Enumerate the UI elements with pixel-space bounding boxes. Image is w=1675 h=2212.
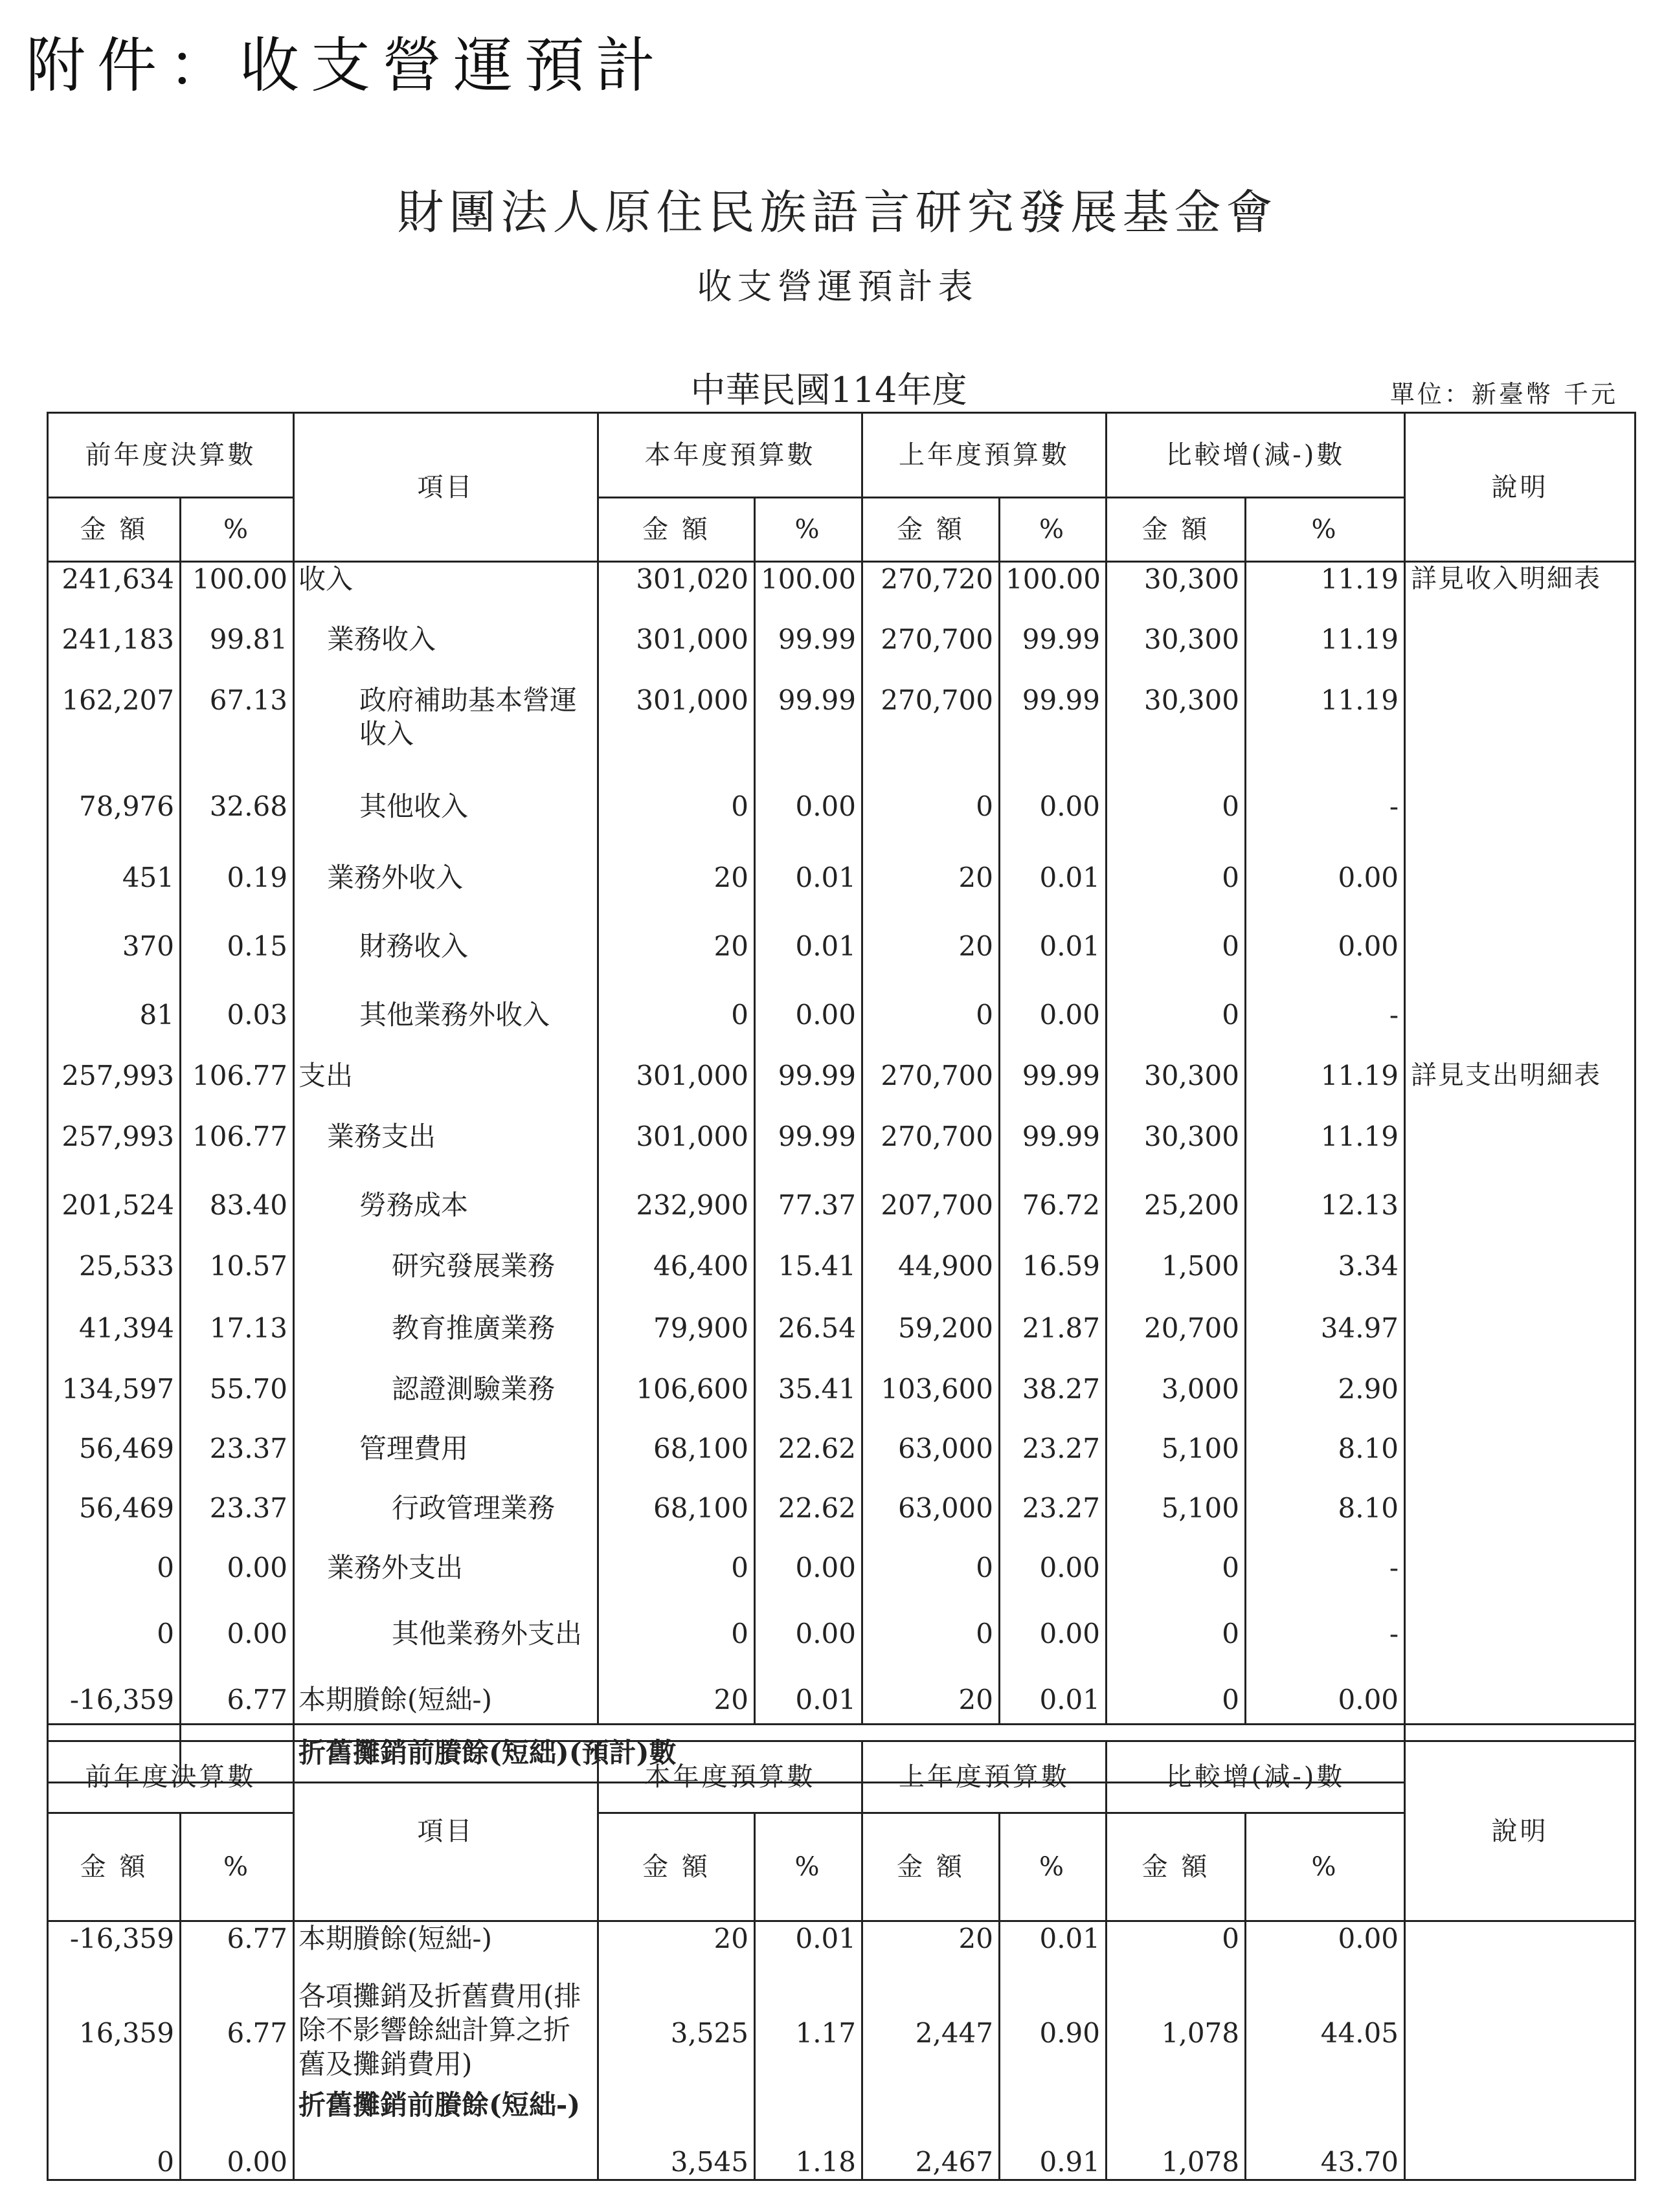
last-pct-cell: 0.00: [1000, 998, 1107, 1059]
prev-pct-cell: 0.00: [181, 2088, 294, 2180]
last-amt-cell: 20: [862, 1921, 1000, 1980]
header-last-budget: 上年度預算數: [862, 413, 1107, 498]
last-amt-cell: 270,720: [862, 562, 1000, 623]
prev-amt-cell: 78,976: [48, 790, 181, 861]
table-row: [48, 1059, 1636, 1120]
item-label: 管理費用: [294, 1432, 598, 1491]
table-row: [48, 930, 1636, 998]
note-cell: [1405, 1980, 1636, 2088]
currency-unit: 單位：新臺幣 千元: [1389, 380, 1618, 408]
prev-pct-cell: 32.68: [181, 790, 294, 861]
last-pct-cell: 100.00: [1000, 562, 1107, 623]
last-pct-cell: 99.99: [1000, 623, 1107, 684]
cur-amt-cell: 46,400: [598, 1249, 755, 1312]
item-label: 業務外收入: [294, 861, 598, 930]
cur-pct-cell: 0.00: [755, 1617, 862, 1683]
section-title: 折舊攤銷前賸餘(短絀)(預計)數: [294, 1725, 1405, 1783]
diff-pct-cell: 44.05: [1246, 1980, 1405, 2088]
note-cell: [1405, 930, 1636, 998]
header-amount: 金 額: [1107, 498, 1246, 562]
header-item: 項目: [294, 413, 598, 562]
last-amt-cell: 20: [862, 861, 1000, 930]
cur-amt-cell: 0: [598, 1617, 755, 1683]
prev-amt-cell: 56,469: [48, 1491, 181, 1551]
table-row: [48, 1120, 1636, 1189]
note-cell: [1405, 1921, 1636, 1980]
prev-amt-cell: -16,359: [48, 1921, 181, 1980]
cur-pct-cell: 0.00: [755, 790, 862, 861]
table-row: [48, 1189, 1636, 1249]
header-compare: 比較增(減-)數: [1107, 413, 1405, 498]
table-row: [48, 1683, 1636, 1725]
prev-pct-cell: 6.77: [181, 1921, 294, 1980]
last-amt-cell: 270,700: [862, 1120, 1000, 1189]
cur-pct-cell: 22.62: [755, 1432, 862, 1491]
diff-pct-cell: 0.00: [1246, 1683, 1405, 1725]
diff-amt-cell: 0: [1107, 1683, 1246, 1725]
last-pct-cell: 0.01: [1000, 1683, 1107, 1725]
last-amt-cell: 20: [862, 1683, 1000, 1725]
diff-amt-cell: 0: [1107, 1617, 1246, 1683]
last-pct-cell: 99.99: [1000, 684, 1107, 790]
prev-amt-cell: 41,394: [48, 1312, 181, 1372]
last-amt-cell: 44,900: [862, 1249, 1000, 1312]
last-amt-cell: 59,200: [862, 1312, 1000, 1372]
header-this-budget: 本年度預算數: [598, 413, 862, 498]
diff-pct-cell: 8.10: [1246, 1491, 1405, 1551]
diff-pct-cell: 11.19: [1246, 562, 1405, 623]
prev-pct-cell: 0.15: [181, 930, 294, 998]
table-row: [48, 1432, 1636, 1491]
item-label: 本期賸餘(短絀-): [294, 1921, 598, 1980]
cur-pct-cell: 99.99: [755, 623, 862, 684]
prev-pct-cell: 6.77: [181, 1980, 294, 2088]
item-label: 財務收入: [294, 930, 598, 998]
last-amt-cell: 270,700: [862, 1059, 1000, 1120]
note-cell: [1405, 1491, 1636, 1551]
header-note: 說明: [1405, 413, 1636, 562]
header-amount: 金 額: [48, 1813, 181, 1921]
last-pct-cell: 0.00: [1000, 1617, 1107, 1683]
prev-amt-cell: 451: [48, 861, 181, 930]
diff-pct-cell: 11.19: [1246, 623, 1405, 684]
diff-pct-cell: 11.19: [1246, 1120, 1405, 1189]
last-pct-cell: 16.59: [1000, 1249, 1107, 1312]
header-percent: %: [755, 1813, 862, 1921]
last-pct-cell: 99.99: [1000, 1120, 1107, 1189]
cur-amt-cell: 79,900: [598, 1312, 755, 1372]
item-label: 業務收入: [294, 623, 598, 684]
header-prev-actual: 前年度決算數: [48, 413, 294, 498]
header-percent: %: [1000, 1813, 1107, 1921]
diff-pct-cell: -: [1246, 998, 1405, 1059]
prev-pct-cell: 0.03: [181, 998, 294, 1059]
budget-table: [47, 412, 1636, 1783]
sheet-title: 收支營運預計表: [697, 266, 978, 307]
item-label: 業務外支出: [294, 1551, 598, 1617]
diff-pct-cell: 0.00: [1246, 1921, 1405, 1980]
cur-pct-cell: 99.99: [755, 1059, 862, 1120]
diff-amt-cell: 30,300: [1107, 1120, 1246, 1189]
cur-amt-cell: 106,600: [598, 1372, 755, 1432]
diff-amt-cell: 0: [1107, 930, 1246, 998]
diff-amt-cell: 1,078: [1107, 2088, 1246, 2180]
depreciation-table: [47, 1740, 1636, 2181]
cur-amt-cell: 3,525: [598, 1980, 755, 2088]
header-percent: %: [1000, 498, 1107, 562]
note-cell: [1405, 684, 1636, 790]
header-last-budget: 上年度預算數: [862, 1741, 1107, 1813]
header-percent: %: [755, 498, 862, 562]
fiscal-year: 中華民國114年度: [690, 370, 967, 410]
item-label: 教育推廣業務: [294, 1312, 598, 1372]
cur-amt-cell: 301,000: [598, 623, 755, 684]
item-label: 各項攤銷及折舊費用(排除不影響餘絀計算之折舊及攤銷費用): [294, 1980, 598, 2088]
prev-pct-cell: 106.77: [181, 1059, 294, 1120]
prev-pct-cell: 99.81: [181, 623, 294, 684]
prev-amt-cell: 201,524: [48, 1189, 181, 1249]
note-cell: [1405, 1551, 1636, 1617]
prev-amt-cell: 16,359: [48, 1980, 181, 2088]
cur-pct-cell: 0.01: [755, 861, 862, 930]
cur-amt-cell: 0: [598, 998, 755, 1059]
table-row: [48, 684, 1636, 790]
last-pct-cell: 0.01: [1000, 930, 1107, 998]
prev-amt-cell: 0: [48, 2088, 181, 2180]
note-cell: [1405, 790, 1636, 861]
last-pct-cell: 38.27: [1000, 1372, 1107, 1432]
prev-amt-cell: 81: [48, 998, 181, 1059]
last-pct-cell: 99.99: [1000, 1059, 1107, 1120]
prev-amt-cell: 241,634: [48, 562, 181, 623]
diff-amt-cell: 30,300: [1107, 684, 1246, 790]
header-amount: 金 額: [862, 498, 1000, 562]
prev-amt-cell: 0: [48, 1551, 181, 1617]
diff-amt-cell: 5,100: [1107, 1432, 1246, 1491]
note-cell: 詳見支出明細表: [1405, 1059, 1636, 1120]
table-row: [48, 2088, 1636, 2180]
diff-pct-cell: 11.19: [1246, 684, 1405, 790]
table-row: [48, 998, 1636, 1059]
header-prev-actual: 前年度決算數: [48, 1741, 294, 1813]
diff-pct-cell: 12.13: [1246, 1189, 1405, 1249]
diff-amt-cell: 0: [1107, 998, 1246, 1059]
header-percent: %: [1246, 498, 1405, 562]
note-cell: [1405, 623, 1636, 684]
prev-pct-cell: 106.77: [181, 1120, 294, 1189]
last-pct-cell: 23.27: [1000, 1432, 1107, 1491]
cur-pct-cell: 1.18: [755, 2088, 862, 2180]
cur-pct-cell: 99.99: [755, 1120, 862, 1189]
last-pct-cell: 0.91: [1000, 2088, 1107, 2180]
note-cell: [1405, 1120, 1636, 1189]
item-label: 本期賸餘(短絀-): [294, 1683, 598, 1725]
prev-pct-cell: 23.37: [181, 1491, 294, 1551]
diff-amt-cell: 1,500: [1107, 1249, 1246, 1312]
item-label: 勞務成本: [294, 1189, 598, 1249]
last-pct-cell: 0.90: [1000, 1980, 1107, 2088]
note-cell: [1405, 1312, 1636, 1372]
diff-amt-cell: 0: [1107, 790, 1246, 861]
item-label: 收入: [294, 562, 598, 623]
item-label: 其他收入: [294, 790, 598, 861]
diff-amt-cell: 25,200: [1107, 1189, 1246, 1249]
last-amt-cell: 63,000: [862, 1432, 1000, 1491]
table-row: [48, 1372, 1636, 1432]
table-row: [48, 1491, 1636, 1551]
diff-amt-cell: 30,300: [1107, 562, 1246, 623]
last-pct-cell: 23.27: [1000, 1491, 1107, 1551]
note-cell: [1405, 861, 1636, 930]
table-row: [48, 1312, 1636, 1372]
item-label: 其他業務外收入: [294, 998, 598, 1059]
last-amt-cell: 270,700: [862, 684, 1000, 790]
diff-amt-cell: 0: [1107, 861, 1246, 930]
cur-pct-cell: 100.00: [755, 562, 862, 623]
prev-amt-cell: -16,359: [48, 1683, 181, 1725]
diff-pct-cell: 2.90: [1246, 1372, 1405, 1432]
cur-amt-cell: 20: [598, 1683, 755, 1725]
prev-amt-cell: 25,533: [48, 1249, 181, 1312]
last-amt-cell: 0: [862, 998, 1000, 1059]
table-row: [48, 1551, 1636, 1617]
prev-pct-cell: 0.00: [181, 1551, 294, 1617]
attachment-title: 附件：收支營運預計: [26, 31, 668, 100]
header-percent: %: [1246, 1813, 1405, 1921]
last-amt-cell: 20: [862, 930, 1000, 998]
prev-amt-cell: 0: [48, 1617, 181, 1683]
item-label: 行政管理業務: [294, 1491, 598, 1551]
cur-pct-cell: 1.17: [755, 1980, 862, 2088]
item-label: 研究發展業務: [294, 1249, 598, 1312]
diff-amt-cell: 30,300: [1107, 1059, 1246, 1120]
prev-amt-cell: 370: [48, 930, 181, 998]
cur-amt-cell: 0: [598, 790, 755, 861]
diff-pct-cell: -: [1246, 1617, 1405, 1683]
prev-pct-cell: 55.70: [181, 1372, 294, 1432]
table-row: [48, 1617, 1636, 1683]
diff-amt-cell: 20,700: [1107, 1312, 1246, 1372]
cur-amt-cell: 20: [598, 1921, 755, 1980]
header-note: 說明: [1405, 1741, 1636, 1921]
note-cell: [1405, 1372, 1636, 1432]
header-this-budget: 本年度預算數: [598, 1741, 862, 1813]
cur-amt-cell: 301,020: [598, 562, 755, 623]
table-row: [48, 1249, 1636, 1312]
last-pct-cell: 21.87: [1000, 1312, 1107, 1372]
note-cell: [1405, 1683, 1636, 1725]
cur-amt-cell: 232,900: [598, 1189, 755, 1249]
item-label: 業務支出: [294, 1120, 598, 1189]
prev-pct-cell: 23.37: [181, 1432, 294, 1491]
cur-pct-cell: 0.01: [755, 1683, 862, 1725]
diff-amt-cell: 30,300: [1107, 623, 1246, 684]
diff-pct-cell: 11.19: [1246, 1059, 1405, 1120]
prev-pct-cell: 0.19: [181, 861, 294, 930]
cur-amt-cell: 0: [598, 1551, 755, 1617]
last-amt-cell: 207,700: [862, 1189, 1000, 1249]
prev-amt-cell: 134,597: [48, 1372, 181, 1432]
last-amt-cell: 0: [862, 790, 1000, 861]
diff-pct-cell: 3.34: [1246, 1249, 1405, 1312]
prev-pct-cell: 83.40: [181, 1189, 294, 1249]
prev-amt-cell: 257,993: [48, 1120, 181, 1189]
item-label: 支出: [294, 1059, 598, 1120]
prev-pct-cell: 67.13: [181, 684, 294, 790]
diff-pct-cell: 0.00: [1246, 930, 1405, 998]
note-cell: [1405, 2088, 1636, 2180]
diff-pct-cell: 43.70: [1246, 2088, 1405, 2180]
table-row: [48, 1980, 1636, 2088]
item-label: 認證測驗業務: [294, 1372, 598, 1432]
cur-pct-cell: 0.00: [755, 1551, 862, 1617]
last-amt-cell: 2,447: [862, 1980, 1000, 2088]
header-amount: 金 額: [48, 498, 181, 562]
note-cell: [1405, 1249, 1636, 1312]
last-pct-cell: 0.00: [1000, 1551, 1107, 1617]
cur-amt-cell: 301,000: [598, 1059, 755, 1120]
header-amount: 金 額: [862, 1813, 1000, 1921]
prev-pct-cell: 100.00: [181, 562, 294, 623]
header-amount: 金 額: [598, 1813, 755, 1921]
table-row: [48, 623, 1636, 684]
last-amt-cell: 0: [862, 1617, 1000, 1683]
table-row: [48, 790, 1636, 861]
prev-amt-cell: 257,993: [48, 1059, 181, 1120]
diff-pct-cell: 8.10: [1246, 1432, 1405, 1491]
cur-amt-cell: 68,100: [598, 1491, 755, 1551]
last-pct-cell: 0.01: [1000, 861, 1107, 930]
diff-pct-cell: -: [1246, 1551, 1405, 1617]
table-row: [48, 861, 1636, 930]
item-label: 政府補助基本營運收入: [294, 684, 598, 790]
cur-amt-cell: 301,000: [598, 684, 755, 790]
item-label: 折舊攤銷前賸餘(短絀-): [294, 2088, 598, 2180]
header-percent: %: [181, 498, 294, 562]
header-amount: 金 額: [598, 498, 755, 562]
prev-pct-cell: 0.00: [181, 1617, 294, 1683]
header-percent: %: [181, 1813, 294, 1921]
cur-pct-cell: 77.37: [755, 1189, 862, 1249]
cur-amt-cell: 3,545: [598, 2088, 755, 2180]
diff-pct-cell: 34.97: [1246, 1312, 1405, 1372]
last-amt-cell: 103,600: [862, 1372, 1000, 1432]
note-cell: [1405, 1189, 1636, 1249]
cur-pct-cell: 35.41: [755, 1372, 862, 1432]
diff-pct-cell: 0.00: [1246, 861, 1405, 930]
last-amt-cell: 63,000: [862, 1491, 1000, 1551]
header-item: 項目: [294, 1741, 598, 1921]
prev-amt-cell: 56,469: [48, 1432, 181, 1491]
cur-amt-cell: 301,000: [598, 1120, 755, 1189]
note-cell: [1405, 998, 1636, 1059]
prev-amt-cell: 241,183: [48, 623, 181, 684]
last-pct-cell: 0.00: [1000, 790, 1107, 861]
prev-amt-cell: 162,207: [48, 684, 181, 790]
prev-pct-cell: 17.13: [181, 1312, 294, 1372]
table-row: [48, 562, 1636, 623]
header-amount: 金 額: [1107, 1813, 1246, 1921]
cur-amt-cell: 68,100: [598, 1432, 755, 1491]
diff-amt-cell: 5,100: [1107, 1491, 1246, 1551]
table-row: [48, 1921, 1636, 1980]
cur-pct-cell: 15.41: [755, 1249, 862, 1312]
diff-amt-cell: 1,078: [1107, 1980, 1246, 2088]
cur-pct-cell: 0.01: [755, 1921, 862, 1980]
organization-name: 財團法人原住民族語言研究發展基金會: [397, 185, 1278, 240]
note-cell: [1405, 1617, 1636, 1683]
last-amt-cell: 2,467: [862, 2088, 1000, 2180]
note-cell: 詳見收入明細表: [1405, 562, 1636, 623]
cur-pct-cell: 22.62: [755, 1491, 862, 1551]
cur-pct-cell: 0.01: [755, 930, 862, 998]
note-cell: [1405, 1432, 1636, 1491]
diff-amt-cell: 0: [1107, 1921, 1246, 1980]
diff-pct-cell: -: [1246, 790, 1405, 861]
header-compare: 比較增(減-)數: [1107, 1741, 1405, 1813]
cur-amt-cell: 20: [598, 930, 755, 998]
cur-pct-cell: 99.99: [755, 684, 862, 790]
cur-pct-cell: 26.54: [755, 1312, 862, 1372]
diff-amt-cell: 0: [1107, 1551, 1246, 1617]
cur-amt-cell: 20: [598, 861, 755, 930]
last-pct-cell: 0.01: [1000, 1921, 1107, 1980]
last-pct-cell: 76.72: [1000, 1189, 1107, 1249]
last-amt-cell: 270,700: [862, 623, 1000, 684]
item-label: 其他業務外支出: [294, 1617, 598, 1683]
cur-pct-cell: 0.00: [755, 998, 862, 1059]
diff-amt-cell: 3,000: [1107, 1372, 1246, 1432]
prev-pct-cell: 10.57: [181, 1249, 294, 1312]
prev-pct-cell: 6.77: [181, 1683, 294, 1725]
last-amt-cell: 0: [862, 1551, 1000, 1617]
